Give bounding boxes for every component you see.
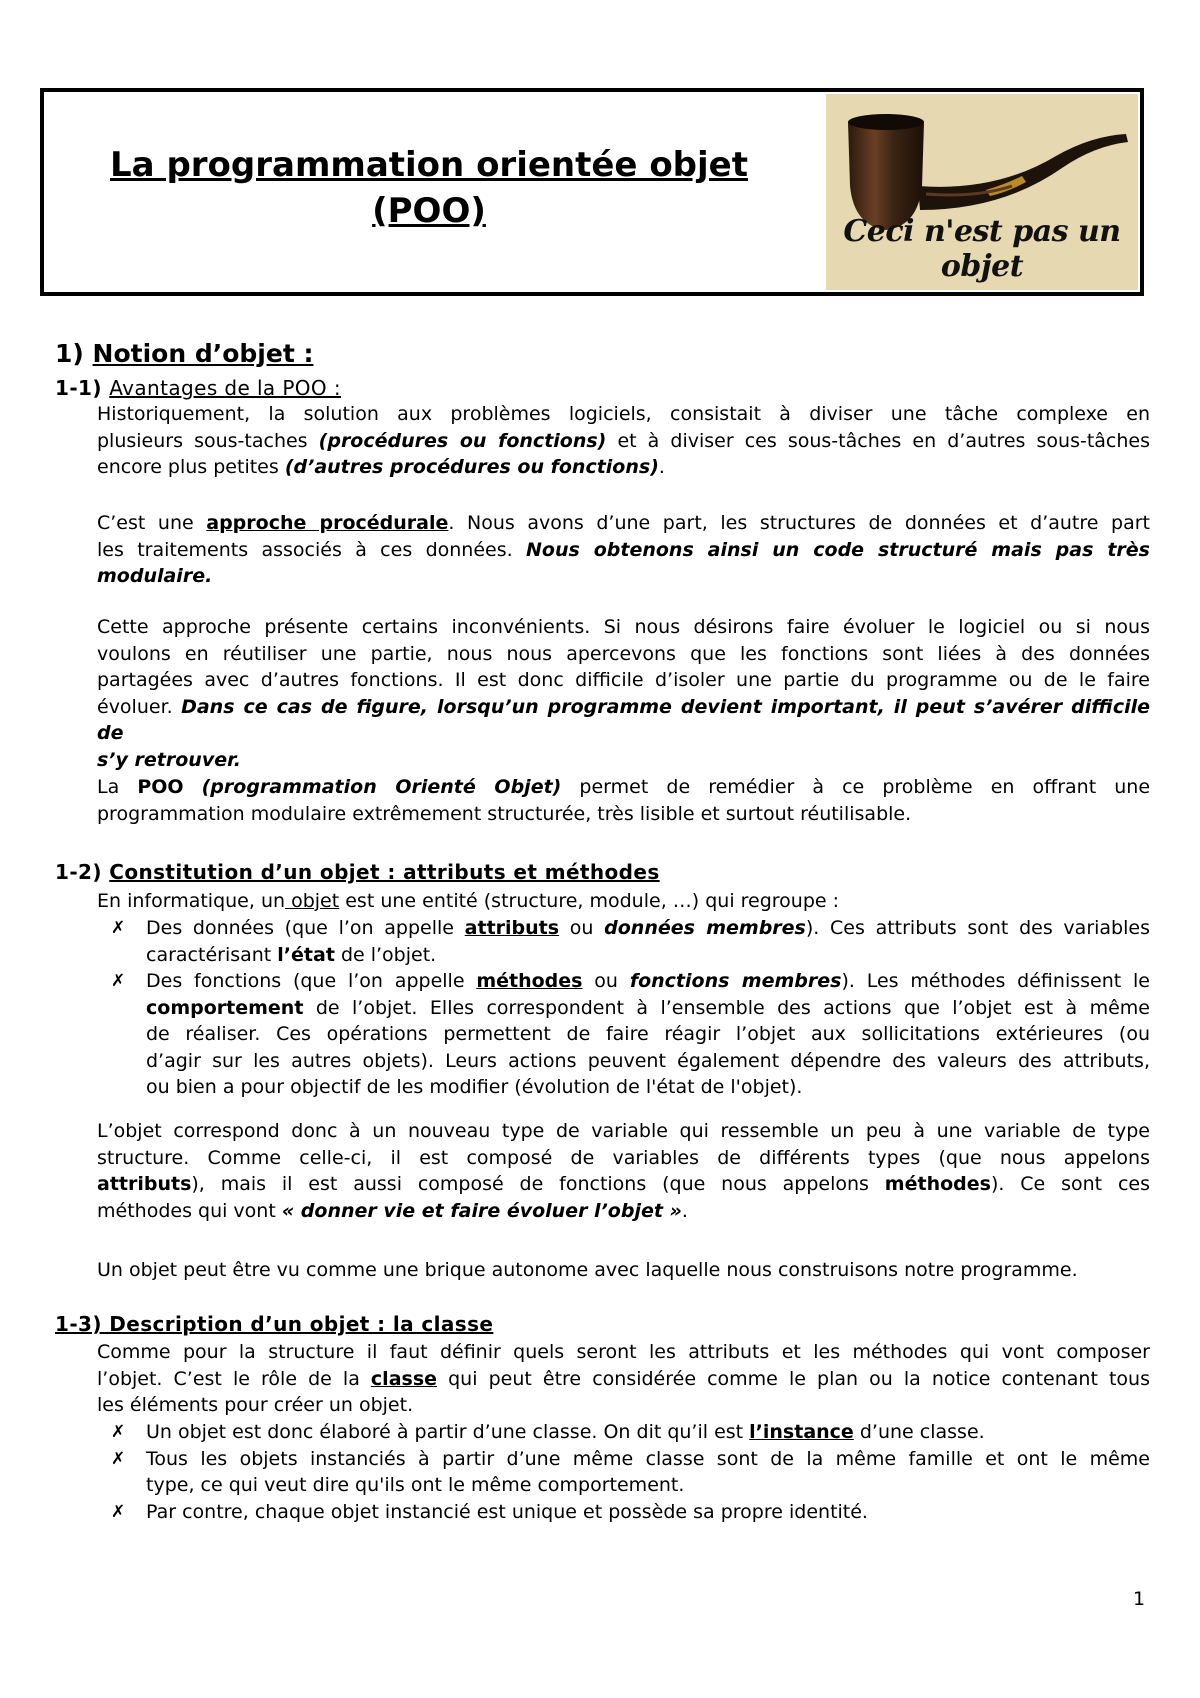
text-line: plusieurs sous-taches (procédures ou fonctions) et à diviser ces sous-tâches en d’autres sous-tâches	[97, 429, 1151, 452]
text-line: structure. Comme celle-ci, il est composé de variables de différents types (que nous appelons	[97, 1146, 1150, 1169]
bullet-cross-icon: ✗	[111, 971, 126, 991]
text-line: partagées avec d’autres fonctions. Il est donc difficile d’isoler une partie du programme ou de le faire	[97, 669, 1150, 691]
text-line: voulons en réutiliser une partie, nous nous apercevons que les fonctions sont liées à des données	[97, 642, 1150, 665]
title-line-1: La programmation orientée objet	[110, 145, 748, 185]
title-box	[40, 88, 1144, 296]
text-line: Comme pour la structure il faut définir quels seront les attributs et les méthodes qui vont composer	[97, 1341, 1150, 1363]
paragraph-poo	[97, 774, 1150, 827]
text-line: les éléments pour créer un objet.	[97, 1394, 414, 1416]
text-line: méthodes qui vont « donner vie et faire évoluer l’objet ».	[97, 1199, 688, 1222]
subsection-1-2-title: Constitution d’un objet : attributs et méthodes	[109, 860, 660, 884]
subsection-1-1-number: 1-1)	[55, 376, 102, 400]
text-line: évoluer. Dans ce cas de figure, lorsqu’un programme devient important, il peut s’avérer difficile de	[97, 695, 1151, 744]
page-number: 1	[1133, 1588, 1146, 1610]
text-line: programmation modulaire extrêmement structurée, très lisible et surtout réutilisable.	[97, 802, 912, 825]
subsection-1-1-title: Avantages de la POO :	[109, 376, 341, 400]
subsection-1-3-title: 1-3) Description d’un objet : la classe	[55, 1312, 494, 1336]
section-1-heading	[55, 339, 313, 368]
list-item: ✗ Des fonctions (que l’on appelle méthodes ou fonctions membres). Les méthodes définissent le comportement de l’objet. Elles correspondent à l’ensemble des actions que l’objet est à même de réaliser. Ces opérations permettent de faire réagir l’objet aux sollicitations extérieures (ou d’agir sur les autres objets). Leurs actions peuvent également dépendre des valeurs des attributs, ou bien a pour objectif de les modifier (évolution de l'état de l'objet).	[111, 970, 1150, 1098]
paragraph-inconvenients	[97, 614, 1150, 773]
section-1-title: Notion d’objet :	[92, 339, 314, 368]
subsection-1-1-heading	[55, 376, 341, 400]
subsection-1-2-heading	[55, 860, 660, 884]
text-line: La POO (programmation Orienté Objet) permet de remédier à ce problème en offrant une	[97, 776, 1151, 798]
text-line: l’objet. C’est le rôle de la classe qui peut être considérée comme le plan ou la notice contenant tous	[97, 1367, 1150, 1390]
list-item: ✗ Par contre, chaque objet instancié est unique et possède sa propre identité.	[97, 1499, 1150, 1526]
page-title	[44, 142, 814, 234]
text-line: Cette approche présente certains inconvénients. Si nous désirons faire évoluer le logiciel ou si nous	[97, 616, 1150, 638]
subsection-1-2-number: 1-2)	[55, 860, 102, 884]
paragraph-objet-intro	[97, 888, 1150, 915]
list-item: ✗ Des données (que l’on appelle attributs ou données membres). Ces attributs sont des variables caractérisant l’état de l’objet.	[111, 917, 1150, 966]
bullet-cross-icon: ✗	[111, 1501, 126, 1522]
list-item: ✗ Un objet est donc élaboré à partir d’une classe. On dit qu’il est l’instance d’une classe.	[97, 1419, 1150, 1446]
list-classe	[97, 1419, 1150, 1525]
text-line: les traitements associés à ces données. Nous obtenons ainsi un code structuré mais pas très	[97, 538, 1150, 561]
pipe-caption: Ceci n'est pas un objet	[843, 214, 1121, 284]
text-line: s’y retrouver.	[97, 748, 241, 771]
text-line: Historiquement, la solution aux problèmes logiciels, consistait à diviser une tâche complexe en	[97, 403, 1150, 425]
text-line: attributs), mais il est aussi composé de fonctions (que nous appelons méthodes). Ce sont ces	[97, 1173, 1150, 1195]
paragraph-historique	[97, 401, 1150, 481]
paragraph-classe	[97, 1339, 1150, 1419]
text-line: C’est une approche procédurale. Nous avons d’une part, les structures de données et d’autre part	[97, 512, 1150, 534]
paragraph-brique	[97, 1257, 1150, 1284]
text-line: En informatique, un objet est une entité (structure, module, …) qui regroupe :	[97, 890, 840, 912]
paragraph-type-variable	[97, 1118, 1150, 1224]
pipe-illustration	[826, 94, 1138, 290]
list-composition	[97, 915, 1150, 1101]
paragraph-procedurale	[97, 510, 1150, 590]
text-line: modulaire.	[97, 565, 213, 587]
bullet-cross-icon: ✗	[111, 1422, 126, 1442]
text-line: L’objet correspond donc à un nouveau type de variable qui ressemble un peu à une variable de type	[97, 1120, 1150, 1142]
title-line-2: (POO)	[372, 191, 486, 231]
section-1-number: 1)	[55, 339, 84, 368]
text-line: Un objet peut être vu comme une brique autonome avec laquelle nous construisons notre programme.	[97, 1259, 1078, 1281]
bullet-cross-icon: ✗	[111, 1448, 126, 1469]
list-item: ✗ Tous les objets instanciés à partir d’une même classe sont de la même famille et ont le même type, ce qui veut dire qu'ils ont le même comportement.	[111, 1447, 1150, 1496]
bullet-cross-icon: ✗	[111, 918, 126, 938]
text-line: encore plus petites (d’autres procédures ou fonctions).	[97, 456, 665, 478]
subsection-1-3-heading	[55, 1312, 493, 1336]
